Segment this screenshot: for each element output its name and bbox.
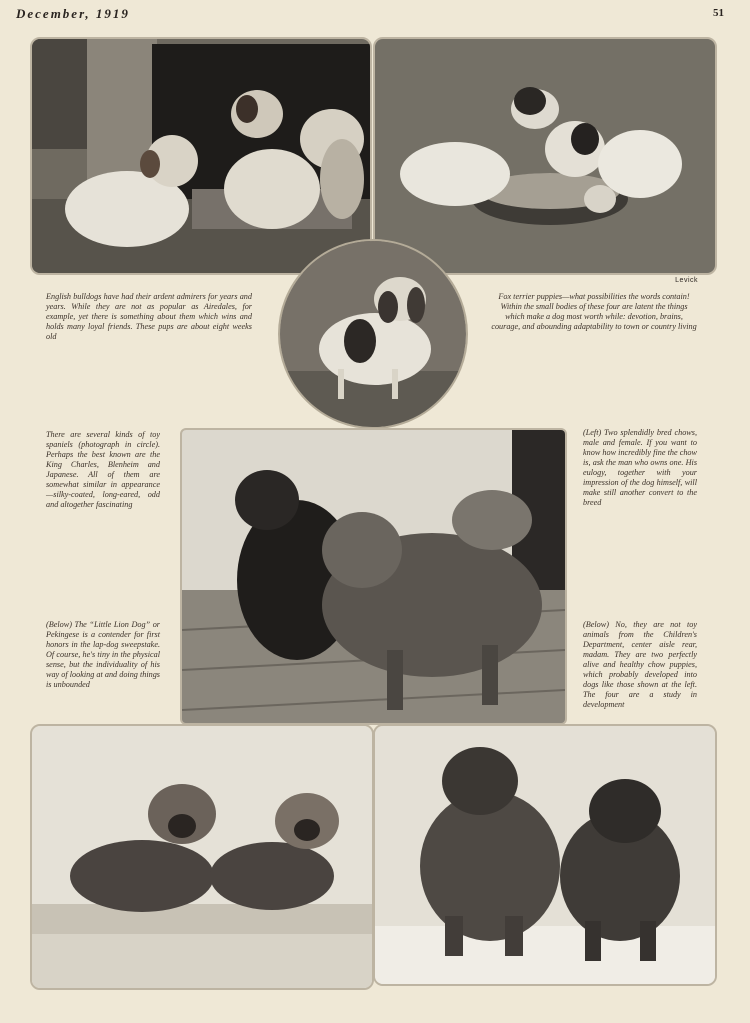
toy-spaniel-circle-photo [278, 239, 468, 429]
fox-terrier-caption: Fox terrier puppies—what possibilities the words contain! Within the small bodies of these four are latent the things which make a dog most worth while: devotion, brains, courage, and abounding adaptability to town or country living [491, 292, 697, 331]
bulldog-puppies-photo [30, 37, 372, 275]
pekingese-caption: (Below) The “Little Lion Dog” or Pekingese is a contender for first honors in the lap-dog sweepstake. Of course, he's tiny in the physical sense, but the individuality of his way of looking at and doing things is unbounded [46, 620, 160, 689]
chows-caption: (Left) Two splendidly bred chows, male and female. If you want to know how incredibly fine the chow is, ask the man who owns one. His eulogy, together with your impression of the dog himself, will make still another convert to the breed [583, 428, 697, 507]
bulldog-caption: English bulldogs have had their ardent admirers for years and years. While they are not as popular as Airedales, for example, yet there is something about them which wins and holds many loyal friends. These pups are about eight weeks old [46, 292, 252, 341]
page-number: 51 [713, 7, 724, 19]
chow-puppies-caption: (Below) No, they are not toy animals from the Children's Department, center aisle rear, madam. They are two perfectly alive and healthy chow puppies, which probably developed into dogs like those shown at the left. The four are a study in development [583, 620, 697, 709]
photo-credit: Levick [675, 277, 698, 284]
issue-date: December, 1919 [16, 6, 130, 21]
pekingese-photo [30, 724, 374, 990]
chows-photo [180, 428, 567, 725]
chow-puppies-photo [373, 724, 717, 986]
fox-terrier-puppies-photo [373, 37, 717, 275]
toy-spaniel-caption: There are several kinds of toy spaniels (photograph in circle). Perhaps the best known are the King Charles, Blenheim and Japanese. All of them are somewhat similar in appearance—silky-coated, long-eared, odd and altogether fascinating [46, 430, 160, 509]
